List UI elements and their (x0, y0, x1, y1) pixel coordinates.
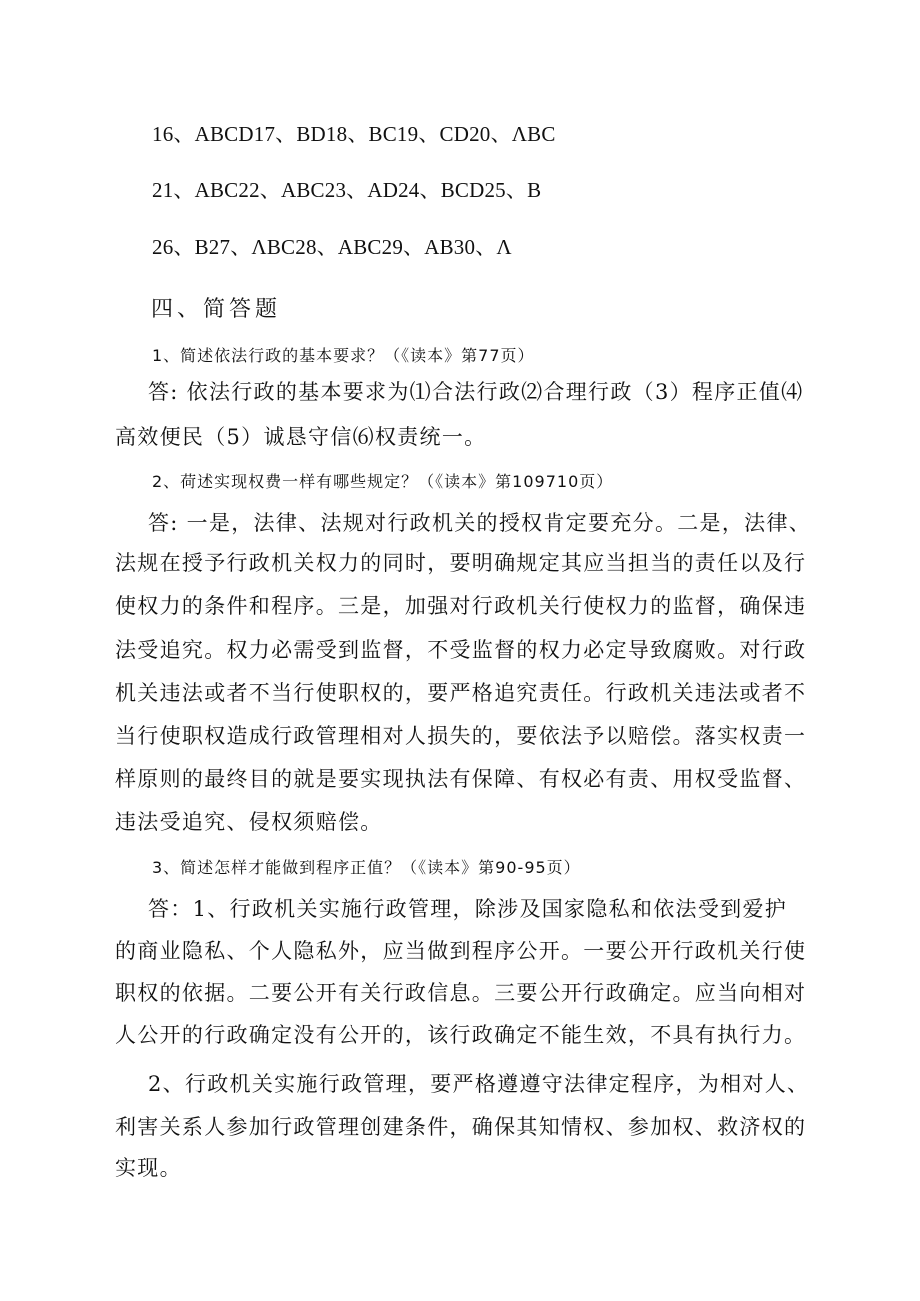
answer-2-line-4: 法受追究。权力必需受到监督，不受监督的权力必定导致腐败。对行政 (115, 638, 807, 662)
answer-line-26-30: 26、B27、ΛBC28、ABC29、AB30、Λ (152, 235, 512, 259)
answer-3-line-4: 人公开的行政确定没有公开的，该行政确定不能生效，不具有执行力。 (115, 1023, 807, 1047)
answer-2-line-8: 违法受追究、侵权须赔偿。 (115, 810, 383, 834)
answer-line-21-25: 21、ABC22、ABC23、AD24、BCD25、B (152, 178, 542, 202)
answer-2-line-3: 使权力的条件和程序。三是，加强对行政机关行使权力的监督，确保违 (115, 594, 807, 618)
answer-line-16-20: 16、ABCD17、BD18、BC19、CD20、ΛBC (152, 122, 556, 146)
question-3: 3、简述怎样才能做到程序正值？（《读本》第90-95页） (152, 858, 581, 877)
answer-1-line-2: 高效便民（5）诚恳守信⑹权责统一。 (115, 425, 487, 449)
answer-3-line-5: 2、行政机关实施行政管理，要严格遵遵守法律定程序，为相对人、 (148, 1072, 810, 1096)
answer-2-line-2: 法规在授予行政机关权力的同时，要明确规定其应当担当的责任以及行 (115, 551, 807, 575)
answer-3-line-6: 利害关系人参加行政管理创建条件，确保其知情权、参加权、救济权的 (115, 1115, 807, 1139)
answer-3-line-3: 职权的依据。二要公开有关行政信息。三要公开行政确定。应当向相对 (115, 981, 807, 1005)
question-2: 2、荷述实现权费一样有哪些规定？（《读本》第109710页） (152, 472, 614, 491)
question-1: 1、简述依法行政的基本要求？（《读本》第77页） (152, 346, 535, 365)
answer-2-line-6: 当行使职权造成行政管理相对人损失的，要依法予以赔偿。落实权责一 (115, 724, 807, 748)
answer-2-line-5: 机关违法或者不当行使职权的，要严格追究责任。行政机关违法或者不 (115, 681, 807, 705)
answer-3-line-2: 的商业隐私、个人隐私外，应当做到程序公开。一要公开行政机关行使 (115, 939, 807, 963)
section-title: 四、简答题 (151, 297, 282, 322)
answer-1-line-1: 答: 依法行政的基本要求为⑴合法行政⑵合理行政（3）程序正值⑷ (148, 380, 804, 404)
answer-3-line-7: 实现。 (115, 1156, 182, 1180)
answer-2-line-1: 答: 一是，法律、法规对行政机关的授权肯定要充分。二是，法律、 (148, 511, 812, 535)
answer-3-line-1: 答：1、行政机关实施行政管理，除涉及国家隐私和依法受到爱护 (148, 897, 788, 921)
answer-2-line-7: 样原则的最终目的就是要实现执法有保障、有权必有责、用权受监督、 (115, 767, 807, 791)
